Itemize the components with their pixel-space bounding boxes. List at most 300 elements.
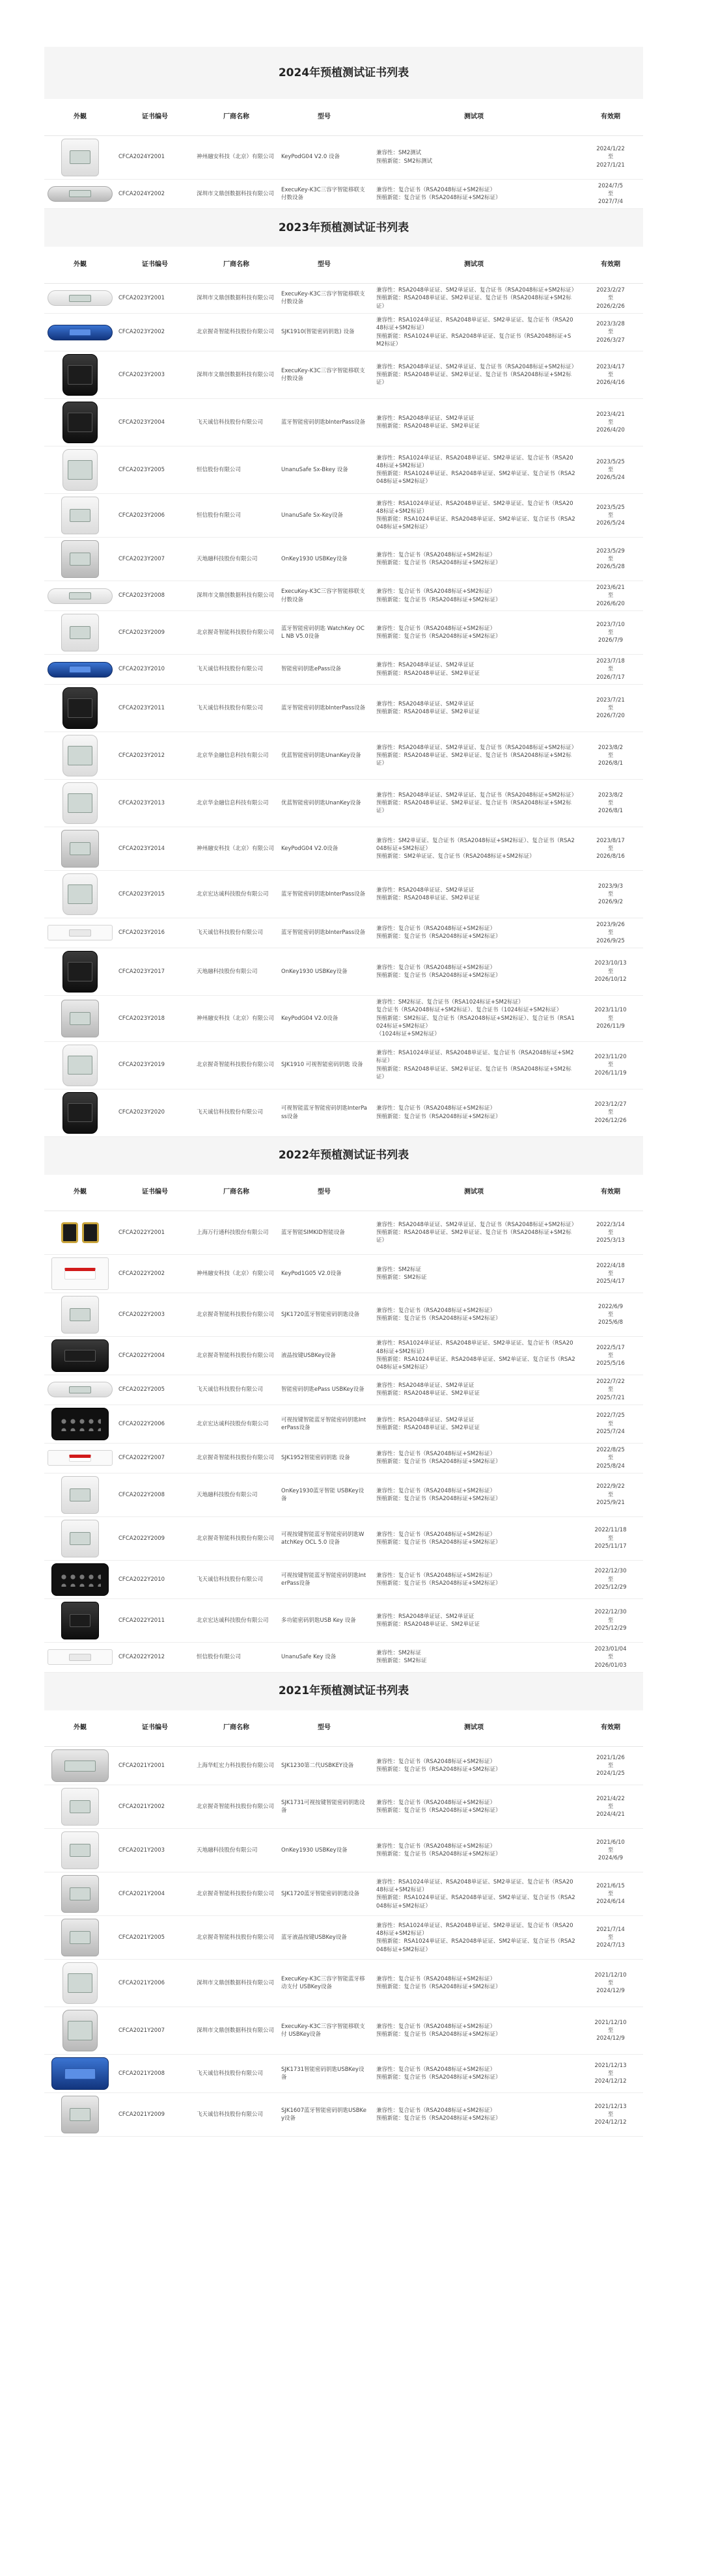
device-image-cell — [44, 1404, 116, 1443]
test-item-line: 兼容性：复合证书（RSA2048标证+SM2标证） — [376, 964, 496, 971]
test-item-line: 兼容性：RSA2048单证证、SM2单证证、复合证书（RSA2048标证+SM2标证） — [376, 1221, 577, 1228]
validity-period — [578, 1375, 643, 1405]
test-item-line: 预植新能：RSA2048单证证、SM2单证证 — [376, 709, 480, 715]
valid-to: 2024/1/25 — [596, 1770, 625, 1777]
validity-period — [578, 179, 643, 209]
date-separator: 至 — [607, 1352, 614, 1359]
device-screen — [69, 190, 90, 197]
date-separator: 至 — [607, 2111, 614, 2118]
valid-from: 2022/5/17 — [596, 1344, 625, 1351]
test-item-line: 预植新能：复合证书（RSA2048标证+SM2标证） — [376, 1807, 501, 1815]
valid-from: 2023/3/28 — [596, 321, 625, 328]
hardware-token-icon — [62, 1092, 98, 1134]
manufacturer: 上海华虹宏力科技股份有限公司 — [194, 1747, 279, 1785]
test-item-line: 预植新能：RSA2048单证证、SM2单证证 — [376, 1621, 480, 1628]
test-item-line: 预植新能：复合证书（RSA2048标证+SM2标证） — [376, 1851, 501, 1858]
valid-to: 2026/5/28 — [596, 564, 625, 571]
header-tests: 测试项 — [370, 247, 578, 283]
validity-period — [578, 1747, 643, 1785]
device-image-cell — [44, 399, 116, 446]
section-title-text: 2021年预植测试证书列表 — [278, 1684, 409, 1698]
valid-to: 2026/4/20 — [596, 427, 625, 434]
device-image-cell — [44, 1598, 116, 1642]
device-image-cell — [44, 135, 116, 179]
usb-key-icon — [48, 1649, 113, 1665]
validity-period — [578, 732, 643, 780]
valid-to: 2026/01/03 — [594, 1662, 627, 1669]
date-separator: 至 — [607, 1270, 614, 1277]
date-separator: 至 — [607, 418, 614, 426]
header-image: 外観 — [44, 99, 116, 135]
manufacturer: 飞天诚信科技股份有限公司 — [194, 1560, 279, 1598]
cert-number: CFCA2021Y2008 — [116, 2055, 194, 2093]
validity-period — [578, 655, 643, 685]
test-item-line: 兼容性：SM2标证 — [376, 1266, 422, 1273]
test-items — [370, 1404, 578, 1443]
valid-to: 2026/3/27 — [596, 336, 625, 344]
valid-to: 2026/5/24 — [596, 474, 625, 482]
valid-from: 2022/11/18 — [594, 1527, 627, 1534]
hardware-token-icon — [62, 2010, 98, 2051]
hardware-token-icon — [62, 402, 98, 443]
hardware-token-icon — [51, 1563, 109, 1596]
table-row — [44, 2055, 643, 2093]
valid-from: 2022/7/25 — [596, 1412, 625, 1419]
test-item-line: 兼容性：RSA1024单证证、RSA2048单证证、SM2单证证、复合证书（RSA2048标证+SM2标证） — [376, 316, 573, 332]
usb-key-icon — [48, 1382, 113, 1397]
device-screen — [68, 698, 92, 718]
table-row — [44, 351, 643, 399]
test-item-line: 复合证书（RSA2048标证+SM2标证）、复合证书（1024标证+SM2标证） — [376, 1007, 562, 1014]
cert-number: CFCA2022Y2010 — [116, 1560, 194, 1598]
manufacturer: 恒信股份有限公司 — [194, 494, 279, 538]
manufacturer: 天地融科技股份有限公司 — [194, 948, 279, 995]
hardware-token-icon — [61, 1831, 99, 1869]
cert-number: CFCA2021Y2009 — [116, 2093, 194, 2137]
hardware-token-icon — [62, 873, 98, 915]
header-maker: 厂商名称 — [194, 1710, 279, 1747]
test-item-line: 兼容性：复合证书（RSA2048标证+SM2标证） — [376, 1843, 496, 1850]
test-items — [370, 871, 578, 918]
date-separator: 至 — [607, 1535, 614, 1542]
test-item-line: 兼容性：复合证书（RSA2048标证+SM2标证） — [376, 1451, 496, 1458]
device-model: 可视按键智能蓝牙智能密码钥匙InterPass设备 — [279, 1404, 370, 1443]
device-screen — [70, 1488, 90, 1501]
manufacturer: 恒信股份有限公司 — [194, 1642, 279, 1672]
smart-chip-icon — [61, 1214, 99, 1252]
test-item-line: 预植新能：RSA2048单证证、SM2单证证、复合证书（RSA2048标证+SM2标证） — [376, 1229, 571, 1244]
manufacturer: 飞天诚信科技股份有限公司 — [194, 1089, 279, 1136]
cert-number: CFCA2022Y2001 — [116, 1211, 194, 1255]
test-item-line: 兼容性：RSA1024单证证、RSA2048单证证、SM2单证证、复合证书（RSA2048标证+SM2标证） — [376, 1922, 573, 1937]
test-items — [370, 2055, 578, 2093]
manufacturer: 神州融安科技（北京）有限公司 — [194, 827, 279, 871]
cert-number: CFCA2021Y2004 — [116, 1872, 194, 1916]
table-row — [44, 1293, 643, 1337]
cert-number: CFCA2023Y2016 — [116, 918, 194, 948]
test-items — [370, 1293, 578, 1337]
test-items — [370, 1785, 578, 1829]
device-screen — [64, 1761, 96, 1772]
valid-to: 2026/7/20 — [596, 713, 625, 720]
device-model: SJK1952智能密码钥匙 设备 — [279, 1443, 370, 1473]
usb-key-icon — [48, 1450, 113, 1466]
date-separator: 至 — [607, 1420, 614, 1427]
date-separator: 至 — [607, 666, 614, 673]
valid-to: 2024/12/9 — [596, 2035, 625, 2042]
test-items — [370, 179, 578, 209]
device-screen — [70, 2108, 90, 2121]
valid-from: 2022/8/25 — [596, 1446, 625, 1453]
valid-from: 2021/1/26 — [596, 1754, 625, 1761]
manufacturer: 北京握奇智能科技股份有限公司 — [194, 611, 279, 655]
device-screen — [69, 329, 90, 336]
table-header — [44, 99, 643, 135]
date-separator: 至 — [607, 329, 614, 336]
validity-period — [578, 399, 643, 446]
valid-from: 2023/8/2 — [598, 744, 624, 751]
valid-from: 2023/8/2 — [598, 791, 624, 799]
table-row — [44, 1337, 643, 1375]
date-separator: 至 — [607, 1386, 614, 1393]
date-separator: 至 — [607, 2027, 614, 2035]
manufacturer: 北京握奇智能科技股份有限公司 — [194, 1872, 279, 1916]
valid-from: 2022/12/30 — [594, 1609, 627, 1616]
cert-number: CFCA2022Y2007 — [116, 1443, 194, 1473]
valid-from: 2023/11/20 — [594, 1054, 627, 1061]
test-items — [370, 1041, 578, 1089]
valid-from: 2023/2/27 — [596, 286, 625, 294]
test-item-line: 预植新能：复合证书（RSA2048标证+SM2标证） — [376, 1495, 501, 1502]
cert-number: CFCA2021Y2006 — [116, 1960, 194, 2007]
valid-from: 2022/4/18 — [596, 1262, 625, 1269]
valid-from: 2023/7/10 — [596, 621, 625, 628]
test-items — [370, 581, 578, 611]
valid-from: 2021/12/10 — [594, 2019, 627, 2026]
test-item-line: 预植新能：RSA1024单证证、RSA2048单证证、SM2单证证、复合证书（RSA2048标证+SM2标证） — [376, 471, 575, 486]
device-screen — [70, 1614, 90, 1627]
header-validity: 有效期 — [578, 247, 643, 283]
table-row — [44, 1642, 643, 1672]
device-model: SJK1731可视按键智能密码钥匙设备 — [279, 1785, 370, 1829]
table-row — [44, 1916, 643, 1960]
usb-key-icon — [48, 662, 113, 678]
cert-number: CFCA2023Y2004 — [116, 399, 194, 446]
device-image-cell — [44, 995, 116, 1041]
valid-to: 2025/12/29 — [594, 1584, 627, 1591]
manufacturer: 北京华金融信息科技有限公司 — [194, 732, 279, 780]
test-item-line: 预植新能：SM2标证、复合证书（RSA2048标证+SM2标证）、复合证书（RSA1024标证+SM2标证） — [376, 1015, 575, 1030]
cert-number: CFCA2024Y2001 — [116, 135, 194, 179]
header-cert-no: 证书编号 — [116, 247, 194, 283]
manufacturer: 深圳市文鼎创数据科技有限公司 — [194, 2007, 279, 2055]
device-image-cell — [44, 732, 116, 780]
test-item-line: 预植新能：复合证书（RSA2048标证+SM2标证） — [376, 1580, 501, 1587]
device-image-cell — [44, 2055, 116, 2093]
valid-to: 2026/8/16 — [596, 853, 625, 860]
manufacturer: 深圳市文鼎创数据科技有限公司 — [194, 581, 279, 611]
device-model: 优蓝智能密码钥匙UnanKey设备 — [279, 732, 370, 780]
header-cert-no: 证书编号 — [116, 1710, 194, 1747]
device-screen — [70, 1532, 90, 1545]
manufacturer: 上海万行通科技股份有限公司 — [194, 1211, 279, 1255]
valid-from: 2023/6/21 — [596, 584, 625, 592]
table-row — [44, 1041, 643, 1089]
valid-to: 2025/8/24 — [596, 1462, 625, 1470]
validity-period — [578, 1785, 643, 1829]
validity-period — [578, 918, 643, 948]
table-row — [44, 1255, 643, 1293]
test-item-line: 兼容性：复合证书（RSA2048标证+SM2标证） — [376, 1976, 496, 1982]
manufacturer: 深圳市文鼎创数据科技有限公司 — [194, 283, 279, 313]
date-separator: 至 — [607, 592, 614, 599]
device-screen — [68, 1056, 92, 1075]
table-row — [44, 283, 643, 313]
test-item-line: 预植新能：RSA2048单证证、SM2单证证、复合证书（RSA2048标证+SM2标证） — [376, 752, 571, 767]
test-item-line: 兼容性：RSA2048单证证、SM2单证证、复合证书（RSA2048标证+SM2标证） — [376, 791, 577, 799]
test-item-line: 预植新能：RSA1024单证证、RSA2048单证证、复合证书（RSA2048标证+SM2标证） — [376, 333, 571, 348]
valid-to: 2024/4/21 — [596, 1811, 625, 1818]
usb-key-icon — [48, 325, 113, 340]
device-screen — [70, 626, 90, 639]
cert-number: CFCA2023Y2009 — [116, 611, 194, 655]
validity-period — [578, 1598, 643, 1642]
device-model: 蓝牙智能密码钥匙bInterPass设备 — [279, 871, 370, 918]
manufacturer: 飞天诚信科技股份有限公司 — [194, 1375, 279, 1405]
validity-period — [578, 446, 643, 494]
table-row — [44, 135, 643, 179]
manufacturer: 北京握奇智能科技股份有限公司 — [194, 1443, 279, 1473]
valid-from: 2023/7/18 — [596, 658, 625, 665]
device-image-cell — [44, 780, 116, 827]
test-item-line: 兼容性：RSA2048单证证、SM2单证证 — [376, 415, 475, 422]
validity-period — [578, 1642, 643, 1672]
cert-number: CFCA2023Y2001 — [116, 283, 194, 313]
manufacturer: 飞天诚信科技股份有限公司 — [194, 685, 279, 732]
validity-period — [578, 1211, 643, 1255]
test-items — [370, 1473, 578, 1516]
test-item-line: 兼容性：SM2标证、复合证书（RSA1024标证+SM2标证） — [376, 998, 524, 1006]
table-row — [44, 780, 643, 827]
table-row — [44, 1089, 643, 1136]
test-items — [370, 1560, 578, 1598]
test-items — [370, 313, 578, 351]
manufacturer: 北京握奇智能科技股份有限公司 — [194, 1916, 279, 1960]
device-model: 蓝牙液晶按键USBKey设备 — [279, 1916, 370, 1960]
valid-from: 2023/5/25 — [596, 458, 625, 465]
test-items — [370, 283, 578, 313]
date-separator: 至 — [607, 466, 614, 473]
valid-to: 2025/7/21 — [596, 1394, 625, 1401]
table-row — [44, 1473, 643, 1516]
device-screen — [68, 365, 92, 385]
test-item-line: （1024标证+SM2标证） — [376, 1031, 440, 1038]
device-model: ExecuKey-K3C三容字智能移联支付数设备 — [279, 581, 370, 611]
valid-from: 2022/3/14 — [596, 1221, 625, 1228]
test-item-line: 兼容性：复合证书（RSA2048标证+SM2标证） — [376, 588, 496, 596]
test-item-line: 预植新能：RSA1024单证证、RSA2048单证证、SM2单证证、复合证书（RSA2048标证+SM2标证） — [376, 1938, 575, 1953]
validity-period — [578, 135, 643, 179]
hardware-token-icon — [62, 1045, 98, 1086]
date-separator: 至 — [607, 1762, 614, 1770]
test-items — [370, 827, 578, 871]
cert-number: CFCA2021Y2002 — [116, 1785, 194, 1829]
valid-to: 2026/8/1 — [598, 760, 624, 767]
cert-number: CFCA2022Y2005 — [116, 1375, 194, 1405]
table-row — [44, 732, 643, 780]
test-items — [370, 780, 578, 827]
certificate-list-page — [44, 47, 643, 2137]
device-model: 可视按键智能蓝牙智能密码钥匙WatchKey OCL 5.0 设备 — [279, 1516, 370, 1560]
date-separator: 至 — [607, 845, 614, 852]
device-model: 蓝牙智能密码钥匙bInterPass设备 — [279, 399, 370, 446]
date-separator: 至 — [607, 1980, 614, 1987]
table-row — [44, 1404, 643, 1443]
valid-from: 2022/7/22 — [596, 1378, 625, 1385]
device-model: 液晶按键USBKey设备 — [279, 1337, 370, 1375]
valid-from: 2022/12/30 — [594, 1568, 627, 1575]
test-items — [370, 1375, 578, 1405]
device-model: 多功能密码钥匙USB Key 设备 — [279, 1598, 370, 1642]
test-item-line: 兼容性：复合证书（RSA2048标证+SM2标证） — [376, 1105, 496, 1112]
test-item-line: 兼容性：复合证书（RSA2048标证+SM2标证） — [376, 2023, 496, 2030]
valid-from: 2023/8/17 — [596, 837, 625, 844]
cert-number: CFCA2023Y2007 — [116, 538, 194, 581]
test-item-line: 兼容性：复合证书（RSA2048标证+SM2标证） — [376, 625, 496, 632]
test-item-line: 兼容性：RSA2048单证证、SM2单证证、复合证书（RSA2048标证+SM2标证） — [376, 286, 577, 294]
validity-period — [578, 538, 643, 581]
cert-number: CFCA2021Y2005 — [116, 1916, 194, 1960]
valid-to: 2026/7/17 — [596, 674, 625, 681]
header-tests: 测试项 — [370, 1175, 578, 1211]
test-items — [370, 1829, 578, 1872]
test-items — [370, 995, 578, 1041]
manufacturer: 神州融安科技（北京）有限公司 — [194, 1255, 279, 1293]
test-item-line: 兼容性：SM2单证证、复合证书（RSA2048标证+SM2标证）、复合证书（RSA2048标证+SM2标证） — [376, 837, 575, 852]
manufacturer: 北京握奇智能科技股份有限公司 — [194, 1337, 279, 1375]
cert-number: CFCA2023Y2015 — [116, 871, 194, 918]
device-screen — [69, 1654, 90, 1661]
validity-period — [578, 1089, 643, 1136]
device-screen — [70, 1012, 90, 1025]
table-row — [44, 313, 643, 351]
validity-period — [578, 780, 643, 827]
device-image-cell — [44, 2007, 116, 2055]
validity-period — [578, 948, 643, 995]
cert-number: CFCA2023Y2010 — [116, 655, 194, 685]
valid-to: 2026/9/2 — [598, 899, 624, 906]
device-model: ExecuKey-K3C三容字智能移联支付数设备 — [279, 283, 370, 313]
test-item-line: 预植新能：复合证书（RSA2048标证+SM2标证） — [376, 1984, 501, 1991]
valid-from: 2023/7/21 — [596, 696, 625, 704]
section-title-text: 2024年预植测试证书列表 — [278, 66, 409, 79]
valid-to: 2027/1/21 — [596, 161, 625, 169]
validity-period — [578, 1516, 643, 1560]
test-item-line: 预植新能：RSA1024单证证、RSA2048单证证、SM2单证证、复合证书（RSA2048标证+SM2标证） — [376, 516, 575, 531]
device-image-cell — [44, 446, 116, 494]
table-row — [44, 995, 643, 1041]
device-image-cell — [44, 1747, 116, 1785]
valid-from: 2023/5/25 — [596, 504, 625, 511]
validity-period — [578, 1041, 643, 1089]
device-screen — [64, 1268, 96, 1279]
test-items — [370, 611, 578, 655]
table-header — [44, 1710, 643, 1747]
device-model: ExecuKey-K3C三容字智能移联支付数设备 — [279, 179, 370, 209]
test-items — [370, 1516, 578, 1560]
manufacturer: 深圳市文鼎创数据科技有限公司 — [194, 1960, 279, 2007]
device-model: OnKey1930 USBKey设备 — [279, 1829, 370, 1872]
valid-to: 2025/9/21 — [596, 1500, 625, 1507]
cert-number: CFCA2023Y2020 — [116, 1089, 194, 1136]
header-model: 型号 — [279, 1710, 370, 1747]
test-item-line: 预植新能：RSA2048单证证、SM2单证证、复合证书（RSA2048标证+SM2标证） — [376, 371, 571, 387]
device-screen — [68, 1103, 92, 1123]
device-image-cell — [44, 611, 116, 655]
device-screen — [70, 842, 90, 855]
device-screen — [70, 553, 90, 566]
test-item-line: 兼容性：复合证书（RSA2048标证+SM2标证） — [376, 1759, 496, 1765]
device-screen — [68, 460, 92, 480]
valid-to: 2024/7/13 — [596, 1942, 625, 1949]
test-item-line: 预植新能：复合证书（RSA2048标证+SM2标证） — [376, 1113, 501, 1120]
header-image: 外観 — [44, 1710, 116, 1747]
valid-to: 2026/6/20 — [596, 600, 625, 607]
validity-period — [578, 611, 643, 655]
device-screen — [70, 1887, 90, 1900]
device-model: 蓝牙智能密码钥匙bInterPass设备 — [279, 685, 370, 732]
header-model: 型号 — [279, 99, 370, 135]
device-image-cell — [44, 948, 116, 995]
hardware-token-icon — [61, 1602, 99, 1639]
device-screen — [70, 150, 90, 163]
table-row — [44, 655, 643, 685]
device-model: KeyPodG04 V2.0设备 — [279, 827, 370, 871]
date-separator: 至 — [607, 154, 614, 161]
cert-number: CFCA2022Y2003 — [116, 1293, 194, 1337]
valid-to: 2026/4/16 — [596, 379, 625, 387]
test-item-line: 兼容性：RSA2048单证证、SM2单证证 — [376, 886, 475, 894]
manufacturer: 飞天诚信科技股份有限公司 — [194, 2093, 279, 2137]
valid-from: 2023/10/13 — [594, 960, 627, 967]
header-validity: 有效期 — [578, 1175, 643, 1211]
valid-from: 2024/7/5 — [598, 182, 624, 189]
validity-period — [578, 581, 643, 611]
test-items — [370, 1916, 578, 1960]
device-screen — [68, 793, 92, 813]
test-item-line: 预植新能：SM2标证 — [376, 1274, 427, 1281]
hardware-token-icon — [61, 830, 99, 868]
test-items — [370, 2007, 578, 2055]
manufacturer: 北京握奇智能科技股份有限公司 — [194, 1041, 279, 1089]
test-item-line: 兼容性：RSA1024单证证、RSA2048单证证、SM2单证证、复合证书（RSA2048标证+SM2标证） — [376, 1340, 573, 1355]
device-image-cell — [44, 494, 116, 538]
device-model: SJK1731智能密码钥匙USBKey设备 — [279, 2055, 370, 2093]
device-image-cell — [44, 179, 116, 209]
device-model: 智能密码钥匙ePass设备 — [279, 655, 370, 685]
device-screen — [68, 962, 92, 981]
device-model: ExecuKey-K3C三容字智能蓝牙移动支付 USBKey设备 — [279, 1960, 370, 2007]
date-separator: 至 — [607, 1062, 614, 1069]
device-model: SJK1910(智能密码钥匙) 设备 — [279, 313, 370, 351]
device-image-cell — [44, 1516, 116, 1560]
device-screen — [70, 1308, 90, 1321]
valid-to: 2025/7/24 — [596, 1429, 625, 1436]
hardware-token-icon — [61, 1296, 99, 1334]
table-row — [44, 1598, 643, 1642]
valid-to: 2026/11/19 — [594, 1069, 627, 1076]
manufacturer: 天地融科技股份有限公司 — [194, 1473, 279, 1516]
